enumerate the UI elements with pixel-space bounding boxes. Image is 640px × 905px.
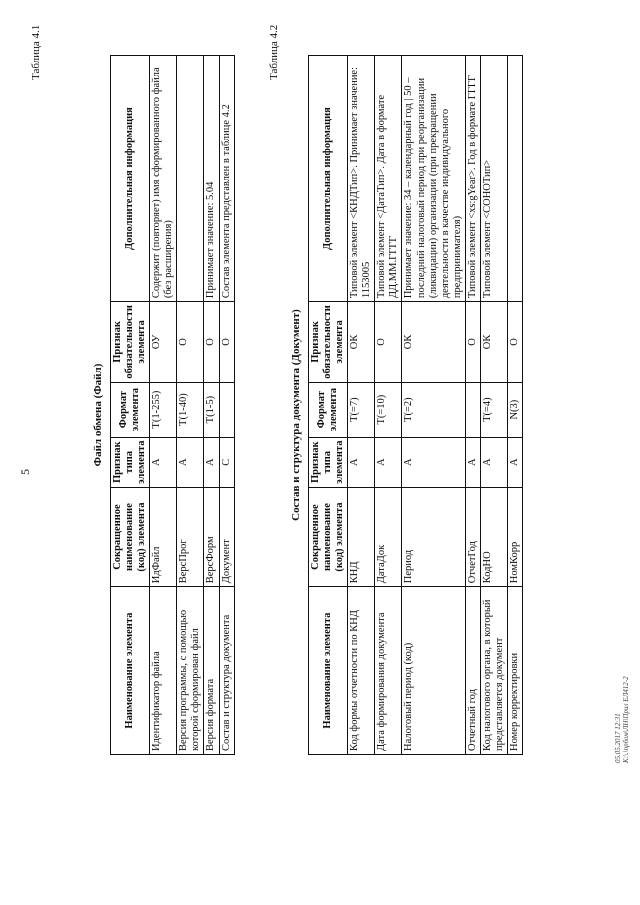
table-cell: А: [204, 437, 219, 487]
table-header-row: [309, 56, 348, 755]
table-cell: ДатаДок: [375, 487, 402, 586]
table-cell: КодНО: [480, 487, 507, 586]
table-cell: А: [150, 437, 177, 487]
table-cell: Дата формирования документа: [375, 587, 402, 755]
table-row: [150, 56, 177, 755]
table-cell: О: [507, 302, 522, 383]
table-cell: T(1-5): [204, 382, 219, 437]
table-row: [507, 56, 522, 755]
table-cell: [507, 56, 522, 302]
table-cell: А: [480, 437, 507, 487]
table-cell: Отчетный год: [465, 587, 480, 755]
table-cell: Налоговый период (код): [402, 587, 465, 755]
table-row: [348, 56, 375, 755]
table-cell: Код налогового органа, в который представляется документ: [480, 587, 507, 755]
column-header: Формат элемента: [309, 382, 348, 437]
column-header: Наименование элемента: [309, 587, 348, 755]
table-cell: Код формы отчетности по КНД: [348, 587, 375, 755]
table-row: [465, 56, 480, 755]
table-cell: T(1-255): [150, 382, 177, 437]
table-4-2-caption: Состав и структура документа (Документ): [290, 309, 302, 521]
table-cell: А: [465, 437, 480, 487]
table-cell: T(=4): [480, 382, 507, 437]
column-header: Признак типа элемента: [111, 437, 150, 487]
table-4-1: [110, 55, 235, 755]
table-cell: С: [219, 437, 234, 487]
table-cell: Номер корректировки: [507, 587, 522, 755]
table-cell: О: [204, 302, 219, 383]
footer-date: 05.05.2017 12:31: [614, 713, 622, 763]
table-cell: О: [177, 302, 204, 383]
table-cell: ОУ: [150, 302, 177, 383]
table-cell: Типовой элемент <xs:gYear>. Год в формате ГГГГ: [465, 56, 480, 302]
table-4-2: [308, 55, 523, 755]
column-header: Признак обязательности элемента: [111, 302, 150, 383]
table-cell: ИдФайл: [150, 487, 177, 586]
table-cell: Типовой элемент <КНДТип>. Принимает значение: 1153005: [348, 56, 375, 302]
table-cell: Принимает значение: 5.04: [204, 56, 219, 302]
table-cell: ВерсФорм: [204, 487, 219, 586]
table-cell: N(3): [507, 382, 522, 437]
column-header: Дополнительная информация: [111, 56, 150, 302]
table-cell: Версия программы, с помощью которой сформирован файл: [177, 587, 204, 755]
table-cell: T(=2): [402, 382, 465, 437]
table-cell: А: [177, 437, 204, 487]
table-cell: ОтчетГод: [465, 487, 480, 586]
table-cell: ОК: [480, 302, 507, 383]
table-cell: О: [219, 302, 234, 383]
table-cell: О: [465, 302, 480, 383]
table-row: [177, 56, 204, 755]
column-header: Дополнительная информация: [309, 56, 348, 302]
table-cell: Типовой элемент <ДатаТип>. Дата в формате ДД.ММ.ГГГГ: [375, 56, 402, 302]
table-cell: Идентификатор файла: [150, 587, 177, 755]
table-cell: [219, 382, 234, 437]
table-cell: ОК: [402, 302, 465, 383]
table-cell: T(=10): [375, 382, 402, 437]
table-cell: КНД: [348, 487, 375, 586]
table-cell: О: [375, 302, 402, 383]
table-row: [375, 56, 402, 755]
table-cell: T(=7): [348, 382, 375, 437]
table-cell: [177, 56, 204, 302]
table-cell: Версия формата: [204, 587, 219, 755]
table-cell: А: [402, 437, 465, 487]
column-header: Признак типа элемента: [309, 437, 348, 487]
table-row: [219, 56, 234, 755]
column-header: Формат элемента: [111, 382, 150, 437]
table-cell: ОК: [348, 302, 375, 383]
table-cell: Содержит (повторяет) имя сформированного файла (без расширения): [150, 56, 177, 302]
table-cell: НомКорр: [507, 487, 522, 586]
table-cell: А: [375, 437, 402, 487]
table-cell: Период: [402, 487, 465, 586]
column-header: Сокращенное наименование (код) элемента: [309, 487, 348, 586]
table-cell: Состав и структура документа: [219, 587, 234, 755]
table-cell: Принимает значение: 34 – календарный год | 50 – последний налоговый период при реорганизации (ликвидации) организации (при прекращении деятельности в качестве индивидуального предпринимателя): [402, 56, 465, 302]
table-cell: Документ: [219, 487, 234, 586]
table-cell: Состав элемента представлен в таблице 4.2: [219, 56, 234, 302]
table-cell: [465, 382, 480, 437]
table-header-row: [111, 56, 150, 755]
column-header: Признак обязательности элемента: [309, 302, 348, 383]
table-row: [402, 56, 465, 755]
table-cell: T(1-40): [177, 382, 204, 437]
page-number: 5: [18, 469, 32, 475]
table-cell: ВерсПрог: [177, 487, 204, 586]
table-4-2-label: Таблица 4.2: [268, 24, 280, 80]
file-footer: [615, 676, 630, 763]
footer-path: К:\.\nрбом\ЛН\Прил ЕЛ412-2: [621, 676, 630, 763]
table-cell: А: [348, 437, 375, 487]
table-row: [204, 56, 219, 755]
table-row: [480, 56, 507, 755]
table-4-1-caption: Файл обмена (Файл): [92, 363, 104, 467]
table-cell: А: [507, 437, 522, 487]
column-header: Сокращенное наименование (код) элемента: [111, 487, 150, 586]
table-4-1-label: Таблица 4.1: [30, 24, 42, 80]
table-cell: Типовой элемент <СОНОТип>: [480, 56, 507, 302]
column-header: Наименование элемента: [111, 587, 150, 755]
